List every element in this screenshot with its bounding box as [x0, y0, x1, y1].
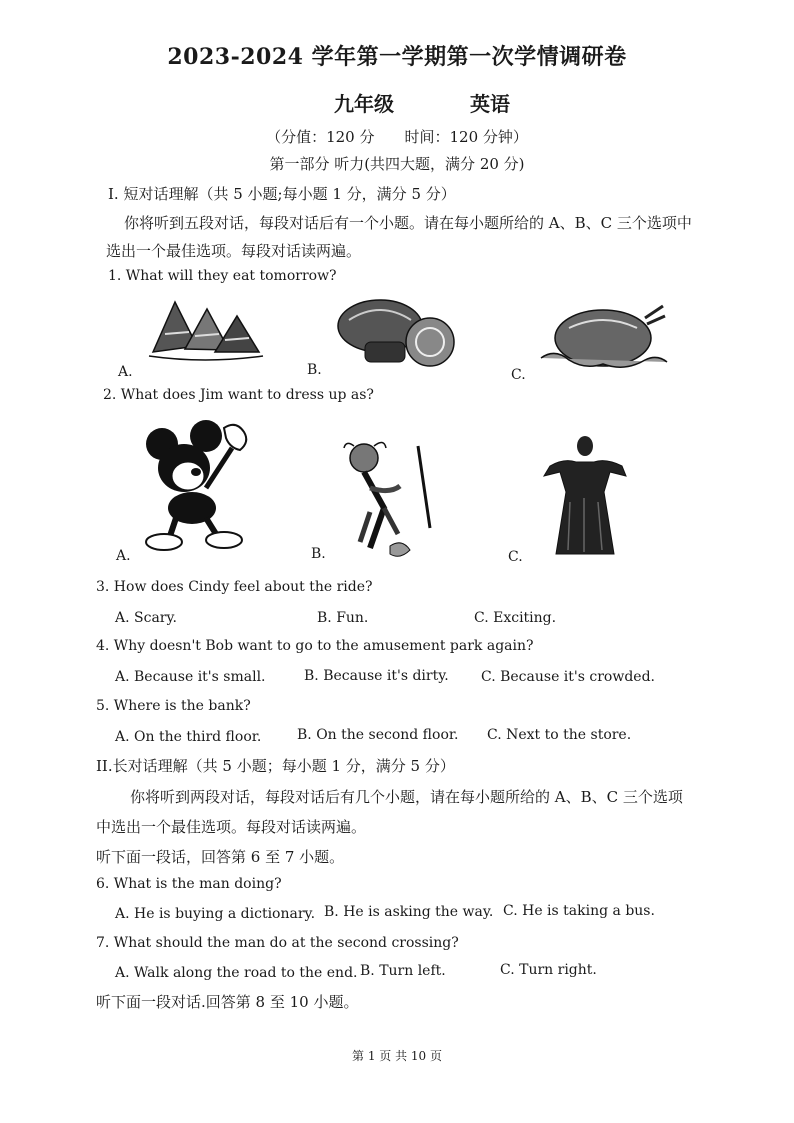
- q5-option-a: A. On the third floor.: [115, 729, 262, 745]
- q6-question: 6. What is the man doing?: [96, 876, 282, 892]
- q2-option-b: B.: [311, 546, 326, 562]
- q2-option-c: C.: [508, 549, 523, 565]
- q2-question: 2. What does Jim want to dress up as?: [103, 387, 374, 403]
- exam-meta: （分值：120 分 时间：120 分钟）: [266, 128, 528, 146]
- mooncakes-icon: [335, 290, 465, 370]
- q6-option-c: C. He is taking a bus.: [503, 903, 655, 919]
- q5-option-b: B. On the second floor.: [297, 727, 459, 743]
- q3-option-a: A. Scary.: [115, 610, 177, 626]
- part-heading: 第一部分 听力(共四大题，满分 20 分): [269, 155, 525, 173]
- exam-title: 2023-2024 学年第一学期第一次学情调研卷: [167, 44, 627, 70]
- q1-option-a: A.: [118, 364, 133, 380]
- q6-option-b: B. He is asking the way.: [324, 904, 494, 920]
- q7-question: 7. What should the man do at the second crossing?: [96, 935, 459, 951]
- q1-option-c: C.: [511, 367, 526, 383]
- q2-option-a: A.: [116, 548, 131, 564]
- q1-option-b: B.: [307, 362, 322, 378]
- q1-question: 1. What will they eat tomorrow?: [108, 268, 337, 284]
- section2-intro: 你将听到两段对话，每段对话后有几个小题，请在每小题所给的 A、B、C 三个选项: [130, 788, 683, 806]
- section1-intro: 你将听到五段对话，每段对话后有一个小题。请在每小题所给的 A、B、C 三个选项中: [124, 214, 692, 232]
- witch-costume-icon: [540, 432, 630, 558]
- q5-question: 5. Where is the bank?: [96, 698, 251, 714]
- q4-option-c: C. Because it's crowded.: [481, 669, 656, 685]
- page-number: 第 1 页 共 10 页: [352, 1049, 442, 1063]
- dialogue1-instruction: 听下面一段话，回答第 6 至 7 小题。: [96, 848, 345, 866]
- q3-question: 3. How does Cindy feel about the ride?: [96, 579, 373, 595]
- q7-option-a: A. Walk along the road to the end.: [115, 965, 358, 981]
- section2-intro-cont: 中选出一个最佳选项。每段对话读两遍。: [96, 818, 367, 836]
- mickey-mouse-icon: [140, 418, 260, 558]
- grade-label: 九年级: [334, 92, 394, 116]
- section1-intro-cont: 选出一个最佳选项。每段对话读两遍。: [106, 242, 362, 260]
- q7-option-c: C. Turn right.: [500, 962, 597, 978]
- dialogue2-instruction: 听下面一段对话.回答第 8 至 10 小题。: [96, 993, 359, 1011]
- roast-turkey-icon: [535, 298, 670, 376]
- q4-option-b: B. Because it's dirty.: [304, 668, 449, 684]
- q3-option-b: B. Fun.: [317, 610, 369, 626]
- subject-label: 英语: [470, 92, 510, 116]
- section2-heading: II.长对话理解（共 5 小题；每小题 1 分，满分 5 分）: [96, 757, 455, 775]
- zongzi-icon: [145, 294, 265, 364]
- q5-option-c: C. Next to the store.: [487, 727, 632, 743]
- q7-option-b: B. Turn left.: [360, 963, 446, 979]
- q4-question: 4. Why doesn't Bob want to go to the amusement park again?: [96, 638, 534, 654]
- monkey-king-icon: [340, 438, 435, 563]
- q6-option-a: A. He is buying a dictionary.: [115, 906, 316, 922]
- q3-option-c: C. Exciting.: [474, 610, 557, 626]
- q4-option-a: A. Because it's small.: [115, 669, 266, 685]
- section1-heading: I. 短对话理解（共 5 小题;每小题 1 分，满分 5 分）: [108, 185, 456, 203]
